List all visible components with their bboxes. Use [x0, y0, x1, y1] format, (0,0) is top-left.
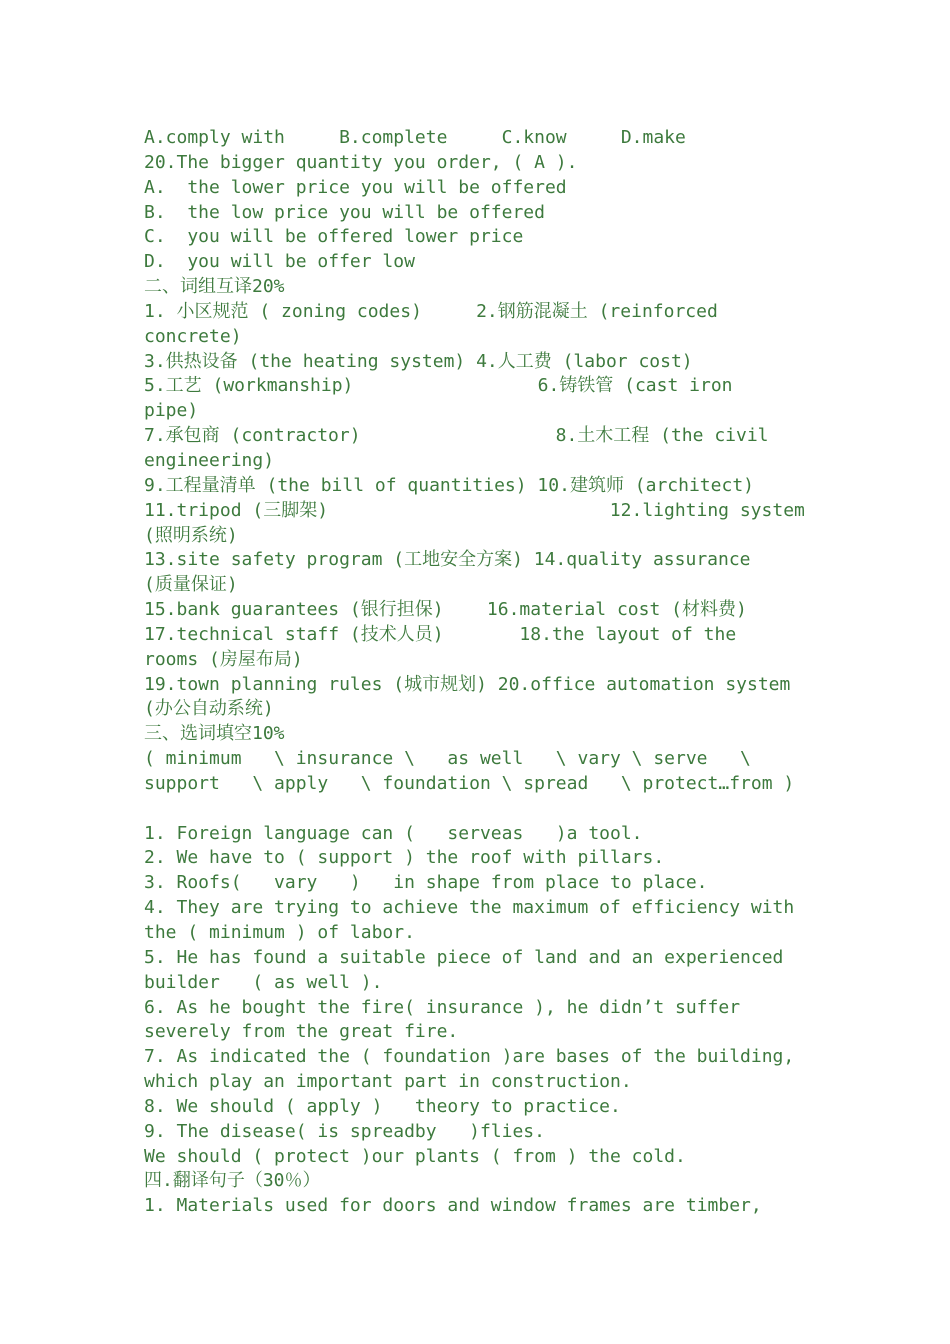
line-2: 20.The bigger quantity you order, ( A ). — [144, 151, 578, 173]
line-19: (质量保证) — [144, 574, 238, 596]
line-11: 5.工艺 (workmanship) 6.铸铁管 (cast iron — [144, 375, 733, 397]
word-bank-line-2: support \ apply \ foundation \ spread \ protect…from ) — [144, 772, 795, 794]
line-15: 9.工程量清单 (the bill of quantities) 10.建筑师 (architect) — [144, 474, 754, 496]
blank-line — [144, 797, 824, 822]
line-18: 13.site safety program (工地安全方案) 14.quality assurance — [144, 549, 751, 571]
line-3: A. the lower price you will be offered — [144, 176, 567, 198]
line-16: 11.tripod (三脚架) 12.lighting system — [144, 499, 805, 521]
section-heading-3: 三、选词填空10% — [144, 723, 285, 745]
line-22: rooms (房屋布局) — [144, 648, 303, 670]
line-42: We should ( protect )our plants ( from ) the cold. — [144, 1145, 686, 1167]
line-44: 1. Materials used for doors and window frames are timber, — [144, 1195, 762, 1217]
line-40: 8. We should ( apply ) theory to practice. — [144, 1095, 621, 1117]
line-10: 3.供热设备 (the heating system) 4.人工费 (labor cost) — [144, 350, 693, 372]
line-9: concrete) — [144, 325, 242, 347]
section-heading-2: 二、词组互译20% — [144, 276, 285, 298]
line-1: A.comply with B.complete C.know D.make — [144, 127, 686, 148]
line-23: 19.town planning rules (城市规划) 20.office automation system — [144, 673, 791, 695]
line-29: 1. Foreign language can ( serveas )a tool. — [144, 822, 643, 844]
line-30: 2. We have to ( support ) the roof with pillars. — [144, 847, 665, 869]
line-12: pipe) — [144, 400, 199, 422]
line-20: 15.bank guarantees (银行担保) 16.material cost (材料费) — [144, 599, 747, 621]
line-36: 6. As he bought the fire( insurance ), he didn’t suffer — [144, 996, 741, 1018]
line-6: D. you will be offer low — [144, 251, 415, 273]
line-5: C. you will be offered lower price — [144, 226, 524, 248]
line-33: the ( minimum ) of labor. — [144, 922, 415, 943]
line-37: severely from the great fire. — [144, 1021, 459, 1043]
line-8: 1. 小区规范 ( zoning codes) 2.钢筋混凝土 (reinforced — [144, 300, 718, 322]
line-41: 9. The disease( is spreadby )flies. — [144, 1120, 545, 1142]
line-4: B. the low price you will be offered — [144, 201, 545, 223]
line-39: which play an important part in construction. — [144, 1071, 632, 1093]
document-page — [144, 126, 824, 1219]
word-bank-line-1: ( minimum \ insurance \ as well \ vary \ serve \ — [144, 748, 751, 770]
line-35: builder ( as well ). — [144, 971, 383, 993]
line-38: 7. As indicated the ( foundation )are bases of the building, — [144, 1046, 795, 1068]
line-31: 3. Roofs( vary ) in shape from place to place. — [144, 872, 708, 894]
line-34: 5. He has found a suitable piece of land and an experienced — [144, 946, 784, 968]
line-24: (办公自动系统) — [144, 698, 274, 720]
line-21: 17.technical staff (技术人员) 18.the layout of the — [144, 623, 737, 645]
line-32: 4. They are trying to achieve the maximum of efficiency with — [144, 897, 795, 919]
line-13: 7.承包商 (contractor) 8.土木工程 (the civil — [144, 425, 769, 447]
line-17: (照明系统) — [144, 524, 238, 546]
line-14: engineering) — [144, 449, 275, 471]
section-heading-4: 四.翻译句子（30％） — [144, 1170, 321, 1192]
